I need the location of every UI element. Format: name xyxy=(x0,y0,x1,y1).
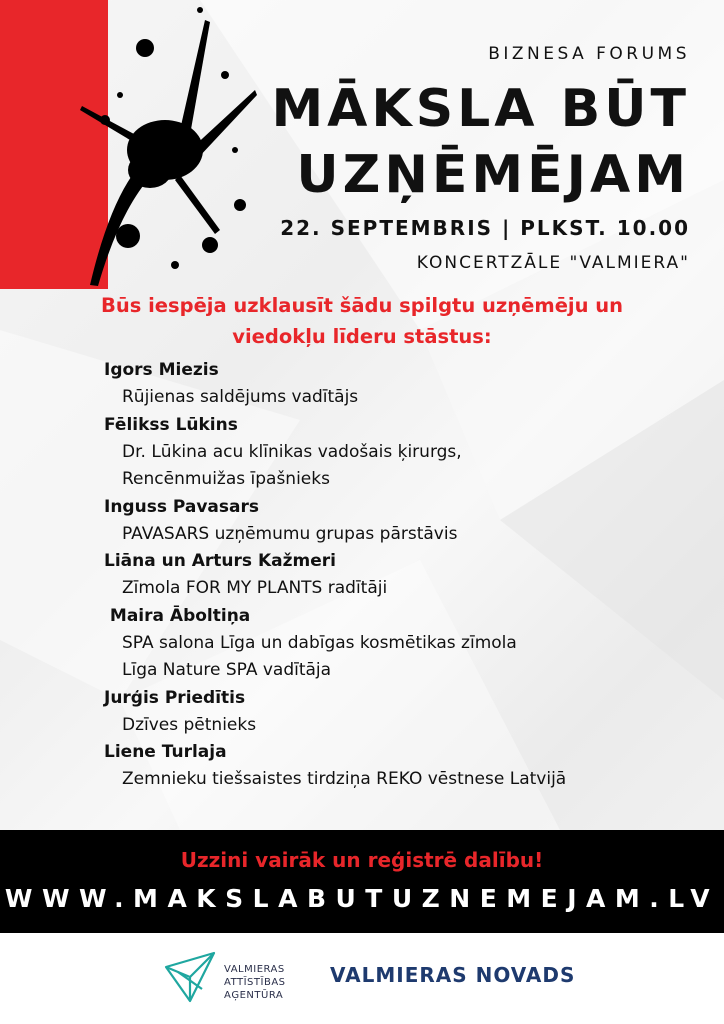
valmieras-attistibas-agentura-logo-icon xyxy=(160,947,220,1007)
speaker-list xyxy=(104,357,704,794)
speaker-role: Zīmola FOR MY PLANTS radītāji xyxy=(122,578,388,598)
ink-splatter-graphic xyxy=(60,0,260,300)
speaker-role: Zemnieku tiešsaistes tirdziņa REKO vēstnese Latvijā xyxy=(122,769,567,789)
vaa-line-3: AĢENTŪRA xyxy=(224,990,284,1001)
event-type: BIZNESA FORUMS xyxy=(488,44,690,64)
speaker-item xyxy=(104,412,704,494)
footer-banner xyxy=(0,830,724,933)
speaker-item xyxy=(104,685,704,740)
vaa-line-2: ATTĪSTĪBAS xyxy=(224,977,286,988)
speaker-item xyxy=(104,603,704,685)
vaa-line-1: VALMIERAS xyxy=(224,964,285,975)
event-title-line1: MĀKSLA BŪT xyxy=(271,79,690,139)
intro-line-2: viedokļu līderu stāstus: xyxy=(232,325,492,348)
speaker-role: SPA salona Līga un dabīgas kosmētikas zīmola xyxy=(122,632,517,653)
event-title-line2: UZŅĒMĒJAM xyxy=(296,145,690,205)
speaker-item xyxy=(104,494,704,549)
speaker-role: Dzīves pētnieks xyxy=(122,714,257,735)
speaker-item xyxy=(104,548,704,603)
speaker-name: Liene Turlaja xyxy=(104,742,227,762)
event-date-time: 22. SEPTEMBRIS | PLKST. 10.00 xyxy=(280,216,690,240)
speaker-name: Inguss Pavasars xyxy=(104,496,259,517)
speaker-role: Rencēnmuižas īpašnieks xyxy=(122,469,330,489)
speaker-role: Līga Nature SPA vadītāja xyxy=(122,660,332,680)
intro-line-1: Būs iespēja uzklausīt šādu spilgtu uzņēmēju un xyxy=(100,294,624,317)
event-venue: KONCERTZĀLE "VALMIERA" xyxy=(416,253,690,273)
website-link[interactable]: WWW.MAKSLABUTUZNEMEJAM.LV xyxy=(4,884,720,913)
registration-cta: Uzzini vairāk un reģistrē dalību! xyxy=(180,848,544,872)
speaker-name: Liāna un Arturs Kažmeri xyxy=(104,551,336,571)
speaker-item xyxy=(104,739,704,794)
speaker-role: Dr. Lūkina acu klīnikas vadošais ķirurgs, xyxy=(122,441,462,462)
speaker-role: Rūjienas saldējums vadītājs xyxy=(122,387,359,407)
speaker-name: Maira Āboltiņa xyxy=(104,605,251,626)
speaker-name: Fēlikss Lūkins xyxy=(104,414,238,435)
speaker-name: Jurģis Priedītis xyxy=(104,687,246,708)
speaker-role: PAVASARS uzņēmumu grupas pārstāvis xyxy=(122,523,458,544)
valmieras-novads-logo: VALMIERAS NOVADS xyxy=(330,963,576,987)
vaa-logo-text xyxy=(224,963,286,1002)
sponsor-logos xyxy=(0,933,724,1024)
speaker-name: Igors Miezis xyxy=(104,360,219,380)
speaker-item xyxy=(104,357,704,412)
speakers-intro xyxy=(0,290,724,352)
